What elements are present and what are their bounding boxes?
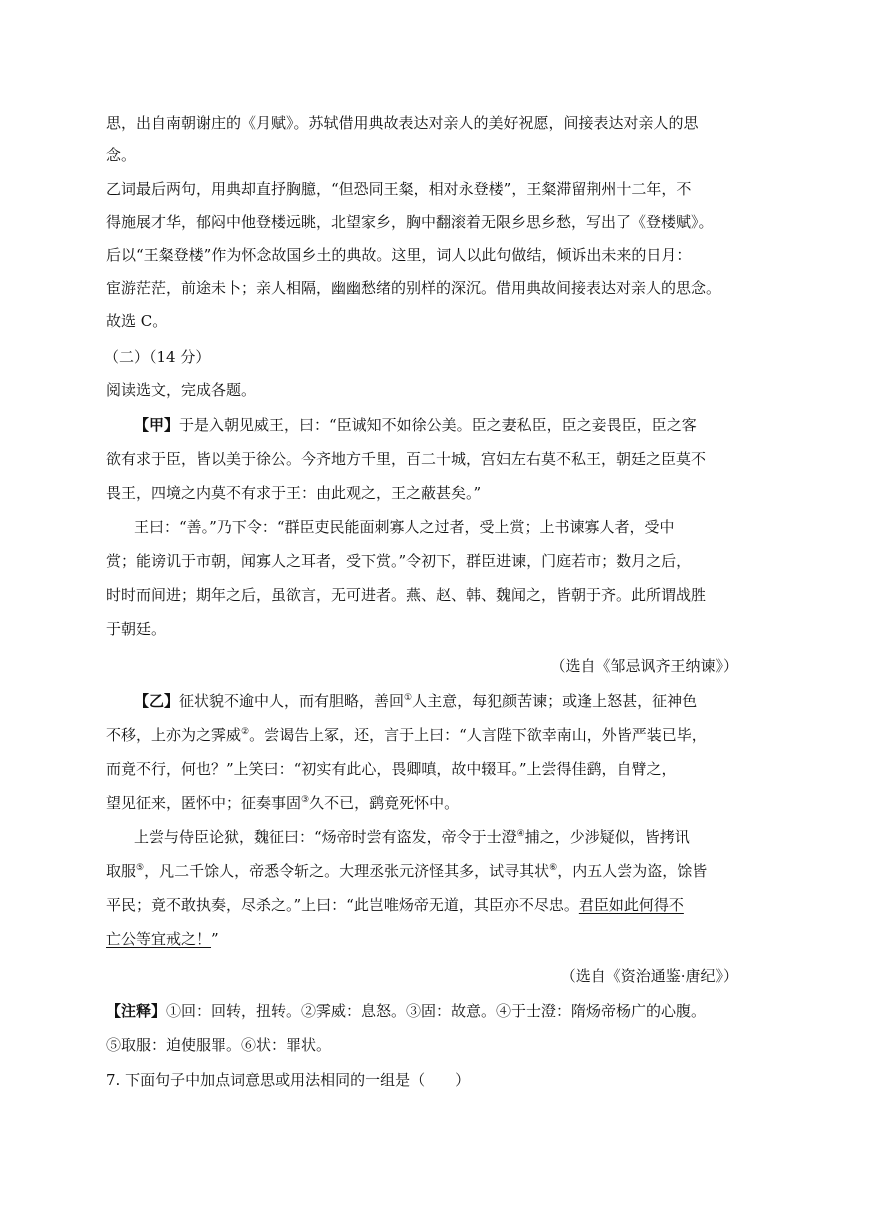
analysis-line: 故选 C。 [106,312,168,330]
notes-line: 【注释】①回：回转，扭转。②霁威：息怒。③固：故意。④于士澄：隋炀帝杨广的心腹。 [106,1002,707,1020]
passage-jia-line: 赏；能谤讥于市朝，闻寡人之耳者，受下赏。”令初下，群臣进谏，门庭若市；数月之后， [106,552,692,570]
passage-jia-line: 欲有求于臣，皆以美于徐公。今齐地方千里，百二十城，宫妇左右莫不私王，朝廷之臣莫不 [106,450,707,468]
section-instruction: 阅读选文，完成各题。 [106,381,257,399]
analysis-line: 乙词最后两句，用典却直抒胸臆，“但恐同王粲，相对永登楼”，王粲滞留荆州十二年，不 [106,180,692,198]
question-text: 7. 下面句子中加点词意思或用法相同的一组是（ ） [106,1071,471,1089]
passage-yi-tag: 【乙】 [134,692,180,710]
passage-jia-tag: 【甲】 [134,416,180,434]
passage-jia-line: 畏王，四境之内莫不有求于王：由此观之，王之蔽甚矣。” [106,484,482,502]
passage-yi-line: 不移，上亦为之霁威②。尝谒告上冢，还，言于上曰：“人言陛下欲幸南山，外皆严装已毕， [106,726,707,744]
passage-yi-line: 取服⑤，凡二千馀人，帝悉令斩之。大理丞张元济怪其多，试寻其状⑥，内五人尝为盗，馀皆 [106,862,708,880]
underlined-sentence: 亡公等宜戒之！ [106,930,212,948]
footnote-marker: ② [241,727,250,737]
notes-tag: 【注释】 [106,1002,167,1020]
section-heading: （二）（14 分） [104,348,211,366]
passage-yi-line: 而竟不行，何也？”上笑曰：“初实有此心，畏卿嗔，故中辍耳。”上尝得佳鹞，自臂之， [106,760,677,778]
analysis-line: 宦游茫茫，前途未卜；亲人相隔，幽幽愁绪的别样的深沉。借用典故间接表达对亲人的思念。 [106,279,722,297]
passage-jia-source: （选自《邹忌讽齐王纳谏》） [550,657,738,675]
footnote-marker: ① [404,693,413,703]
analysis-line: 念。 [106,146,137,164]
passage-yi-line: 上尝与侍臣论狱，魏征曰：“炀帝时尝有盗发，帝令于士澄④捕之，少涉疑似，皆拷讯 [134,828,690,846]
passage-yi-line: 平民；竟不敢执奏，尽杀之。”上曰：“此岂唯炀帝无道，其臣亦不尽忠。君臣如此何得不 [106,896,684,914]
analysis-line: 后以“王粲登楼”作为怀念故国乡土的典故。这里，词人以此句做结，倾诉出未来的日月： [106,246,692,264]
footnote-marker: ⑥ [549,863,558,873]
passage-jia-line: 王曰：“善。”乃下令：“群臣吏民能面刺寡人之过者，受上赏；上书谏寡人者，受中 [134,518,675,536]
passage-jia-line: 时时而间进；期年之后，虽欲言，无可进者。燕、赵、韩、魏闻之，皆朝于齐。此所谓战胜 [106,586,707,604]
passage-yi-line: 【乙】征状貌不逾中人，而有胆略，善回①人主意，每犯颜苦谏；或逢上怒甚，征神色 [134,692,698,710]
passage-yi-line: 望见征来，匿怀中；征奏事固③久不已，鹞竟死怀中。 [106,794,460,812]
passage-yi-line: 亡公等宜戒之！” [106,930,219,948]
analysis-line: 思，出自南朝谢庄的《月赋》。苏轼借用典故表达对亲人的美好祝愿，间接表达对亲人的思 [106,114,699,132]
underlined-sentence: 君臣如此何得不 [578,896,684,914]
footnote-marker: ③ [301,795,310,805]
passage-jia-line: 【甲】于是入朝见威王，曰：“臣诚知不如徐公美。臣之妻私臣，臣之妾畏臣，臣之客 [134,416,697,434]
analysis-line: 得施展才华，郁闷中他登楼远眺，北望家乡，胸中翻滚着无限乡思乡愁，写出了《登楼赋》。 [106,213,714,231]
passage-jia-line: 于朝廷。 [106,620,167,638]
footnote-marker: ④ [516,829,525,839]
passage-yi-source: （选自《资治通鉴·唐纪》） [560,967,738,985]
footnote-marker: ⑤ [136,863,145,873]
notes-line: ⑤取服：迫使服罪。⑥状：罪状。 [106,1036,332,1054]
